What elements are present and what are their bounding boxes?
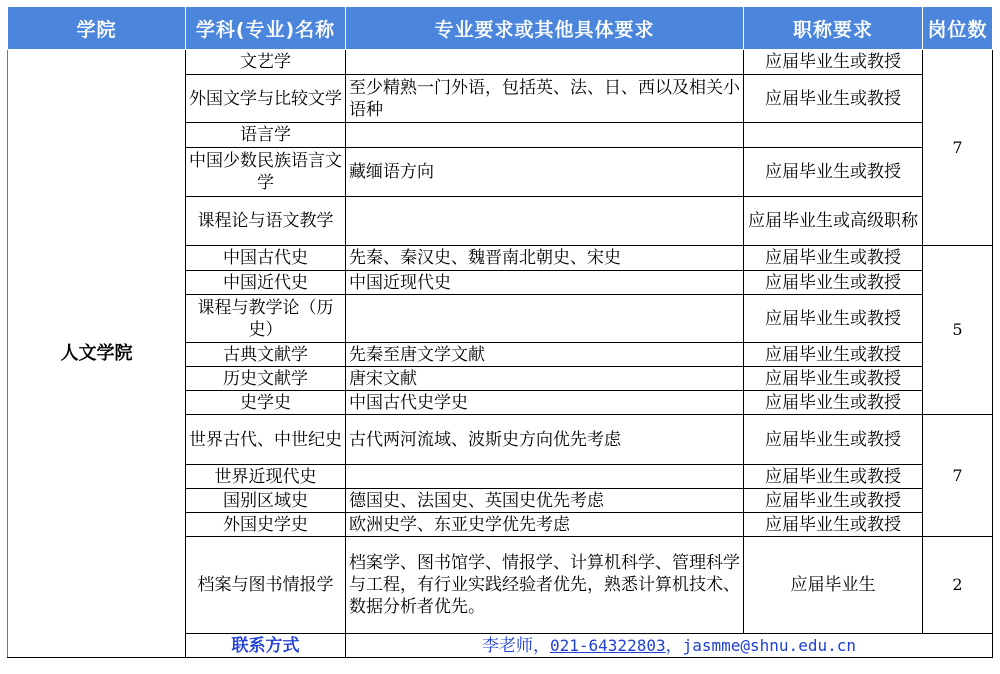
requirement-cell [346,123,744,148]
subject-cell: 历史文献学 [186,367,346,391]
requirement-cell: 唐宋文献 [346,367,744,391]
title-cell: 应届毕业生或教授 [744,415,923,465]
requirement-cell: 先秦至唐文学文献 [346,343,744,367]
position-count: 7 [923,50,993,246]
subject-cell: 课程与教学论（历史） [186,295,346,343]
header-title: 职称要求 [744,7,923,50]
requirement-cell: 德国史、法国史、英国史优先考虑 [346,489,744,513]
title-cell: 应届毕业生或教授 [744,465,923,489]
header-row [8,7,993,50]
header-subject: 学科(专业)名称 [186,7,346,50]
requirement-cell: 古代两河流域、波斯史方向优先考虑 [346,415,744,465]
requirement-cell [346,197,744,246]
subject-cell: 外国史学史 [186,513,346,537]
position-count: 5 [923,246,993,415]
subject-cell: 档案与图书情报学 [186,537,346,634]
title-cell: 应届毕业生或教授 [744,148,923,197]
title-cell: 应届毕业生或教授 [744,295,923,343]
header-requirement: 专业要求或其他具体要求 [346,7,744,50]
requirement-cell: 档案学、图书馆学、情报学、计算机科学、管理科学与工程，有行业实践经验者优先，熟悉计算机技术、数据分析者优先。 [346,537,744,634]
contact-info [346,634,993,658]
contact-separator: ， [665,635,683,656]
subject-cell: 古典文献学 [186,343,346,367]
requirement-cell: 中国古代史学史 [346,391,744,415]
requirement-cell: 至少精熟一门外语，包括英、法、日、西以及相关小语种 [346,75,744,123]
requirement-cell: 欧洲史学、东亚史学优先考虑 [346,513,744,537]
subject-cell: 史学史 [186,391,346,415]
position-count: 7 [923,415,993,537]
title-cell [744,123,923,148]
title-cell: 应届毕业生或教授 [744,246,923,271]
subject-cell: 国别区域史 [186,489,346,513]
requirement-cell [346,295,744,343]
header-positions: 岗位数 [923,7,993,50]
contact-label: 联系方式 [186,634,346,658]
subject-cell: 世界古代、中世纪史 [186,415,346,465]
subject-cell: 文艺学 [186,50,346,75]
title-cell: 应届毕业生或教授 [744,513,923,537]
contact-name: 李老师， [482,635,550,656]
subject-cell: 外国文学与比较文学 [186,75,346,123]
title-cell: 应届毕业生或教授 [744,343,923,367]
title-cell: 应届毕业生或教授 [744,271,923,295]
subject-cell: 语言学 [186,123,346,148]
recruitment-table [7,6,993,658]
title-cell: 应届毕业生或教授 [744,391,923,415]
header-college: 学院 [8,7,186,50]
requirement-cell: 先秦、秦汉史、魏晋南北朝史、宋史 [346,246,744,271]
contact-email[interactable]: jasmme@shnu.edu.cn [682,635,856,655]
title-cell: 应届毕业生或教授 [744,367,923,391]
title-cell: 应届毕业生或教授 [744,50,923,75]
requirement-cell: 藏缅语方向 [346,148,744,197]
contact-phone[interactable]: 021-64322803 [550,635,666,655]
title-cell: 应届毕业生或高级职称 [744,197,923,246]
table-row [8,50,993,75]
subject-cell: 世界近现代史 [186,465,346,489]
requirement-cell [346,50,744,75]
position-count: 2 [923,537,993,634]
subject-cell: 中国少数民族语言文学 [186,148,346,197]
subject-cell: 课程论与语文教学 [186,197,346,246]
requirement-cell [346,465,744,489]
title-cell: 应届毕业生或教授 [744,75,923,123]
requirement-cell: 中国近现代史 [346,271,744,295]
college-name: 人文学院 [8,50,186,658]
subject-cell: 中国古代史 [186,246,346,271]
title-cell: 应届毕业生 [744,537,923,634]
recruitment-table-container [7,6,992,658]
title-cell: 应届毕业生或教授 [744,489,923,513]
subject-cell: 中国近代史 [186,271,346,295]
